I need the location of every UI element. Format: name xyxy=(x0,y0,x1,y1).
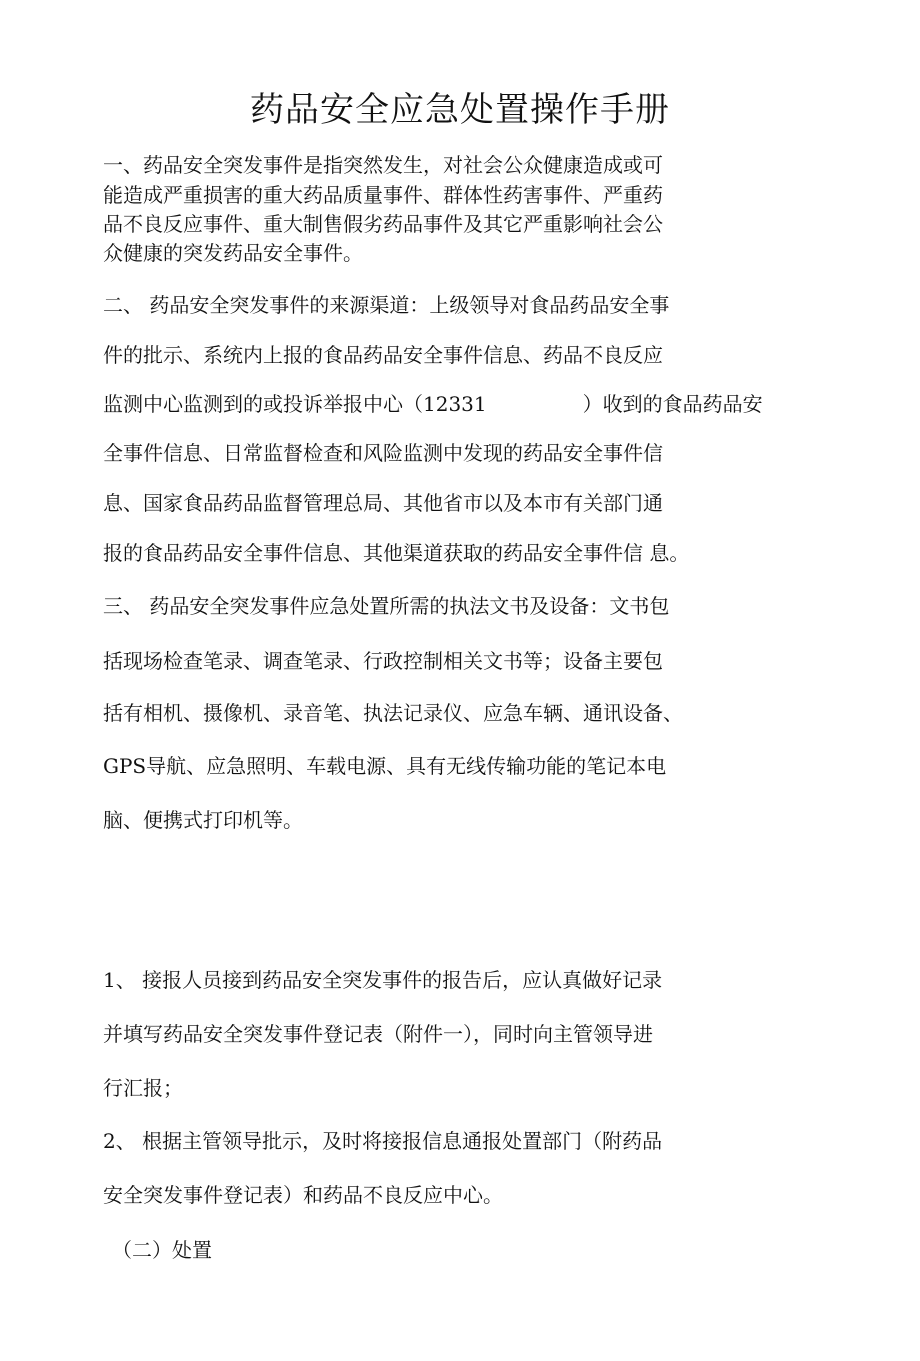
section-2-line-3-part-b: ）收到的食品药品安 xyxy=(582,392,763,416)
section-2-line-3-part-a: 监测中心监测到的或投诉举报中心（12331 xyxy=(103,392,487,416)
section-2-line-6: 报的食品药品安全事件信息、其他渠道获取的药品安全事件信 息。 xyxy=(103,541,690,565)
section-2-line-5: 息、国家食品药品监督管理总局、其他省市以及本市有关部门通 xyxy=(103,491,663,515)
document-title: 药品安全应急处置操作手册 xyxy=(250,90,670,130)
section-1-line-1: 一、药品安全突发事件是指突然发生，对社会公众健康造成或可 xyxy=(103,153,663,177)
section-2-line-3 xyxy=(103,391,763,417)
section-3-line-3: 括有相机、摄像机、录音笔、执法记录仪、应急车辆、通讯设备、 xyxy=(103,701,683,725)
section-1-line-2: 能造成严重损害的重大药品质量事件、群体性药害事件、严重药 xyxy=(103,183,663,207)
step-1-line-2: 并填写药品安全突发事件登记表（附件一），同时向主管领导进 xyxy=(103,1022,653,1046)
section-3-line-4: GPS导航、应急照明、车载电源、具有无线传输功能的笔记本电 xyxy=(103,754,667,778)
section-2-line-1: 二、 药品安全突发事件的来源渠道：上级领导对食品药品安全事 xyxy=(103,293,670,317)
section-3-line-2: 括现场检查笔录、调查笔录、行政控制相关文书等；设备主要包 xyxy=(103,649,663,673)
section-3-line-5: 脑、便携式打印机等。 xyxy=(103,808,303,832)
section-2-line-4: 全事件信息、日常监督检查和风险监测中发现的药品安全事件信 xyxy=(103,441,663,465)
section-1-line-4: 众健康的突发药品安全事件。 xyxy=(103,241,363,265)
section-1-line-3: 品不良反应事件、重大制售假劣药品事件及其它严重影响社会公 xyxy=(103,212,663,236)
step-1-line-3: 行汇报； xyxy=(103,1076,183,1100)
step-2-line-2: 安全突发事件登记表）和药品不良反应中心。 xyxy=(103,1183,503,1207)
step-1-line-1: 1、 接报人员接到药品安全突发事件的报告后，应认真做好记录 xyxy=(103,968,663,992)
section-2-line-2: 件的批示、系统内上报的食品药品安全事件信息、药品不良反应 xyxy=(103,343,663,367)
section-3-line-1: 三、 药品安全突发事件应急处置所需的执法文书及设备：文书包 xyxy=(103,594,670,618)
step-2-line-1: 2、 根据主管领导批示，及时将接报信息通报处置部门（附药品 xyxy=(103,1129,663,1153)
subheading-disposal: （二）处置 xyxy=(112,1238,212,1262)
